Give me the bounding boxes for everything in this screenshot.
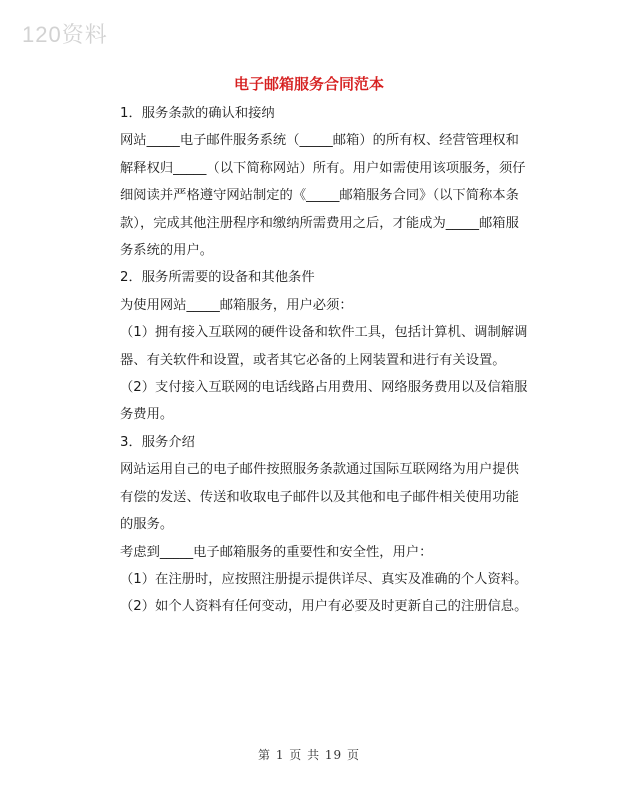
document-title: 电子邮箱服务合同范本: [233, 75, 384, 93]
section-heading: 1．服务条款的确认和接纳: [120, 106, 275, 121]
paragraph: （1）在注册时，应按照注册提示提供详尽、真实及准确的个人资料。: [120, 571, 528, 587]
section-heading: 3．服务介绍: [120, 434, 195, 450]
paragraph: 网站_____电子邮件服务系统（_____邮箱）的所有权、经营管理权和解释权归_____（以下简称网站）所有。用户如需使用该项服务，须仔细阅读并严格遵守网站制定的《_____邮箱服务合同》（以下简称本条款），完成其他注册程序和缴纳所需费用之后，才能成为_____邮箱服务系统的用户。: [120, 133, 526, 259]
paragraph: 考虑到_____电子邮箱服务的重要性和安全性，用户：: [120, 544, 433, 560]
watermark-logo: 120资料: [22, 22, 108, 47]
paragraph: （2）如个人资料有任何变动，用户有必要及时更新自己的注册信息。: [120, 599, 528, 615]
paragraph: 网站运用自己的电子邮件按照服务条款通过国际互联网络为用户提供有偿的发送、传送和收取电子邮件以及其他和电子邮件相关使用功能的服务。: [120, 462, 519, 533]
paragraph: （2）支付接入互联网的电话线路占用费用、网络服务费用以及信箱服务费用。: [120, 380, 528, 423]
paragraph: 为使用网站_____邮箱服务，用户必须：: [120, 297, 353, 313]
document-body: [120, 100, 530, 621]
paragraph: （1）拥有接入互联网的硬件设备和软件工具，包括计算机、调制解调器、有关软件和设置，或者其它必备的上网装置和进行有关设置。: [120, 325, 528, 368]
page-number: 第 1 页 共 19 页: [258, 748, 360, 762]
section-heading: 2．服务所需要的设备和其他条件: [120, 270, 315, 286]
